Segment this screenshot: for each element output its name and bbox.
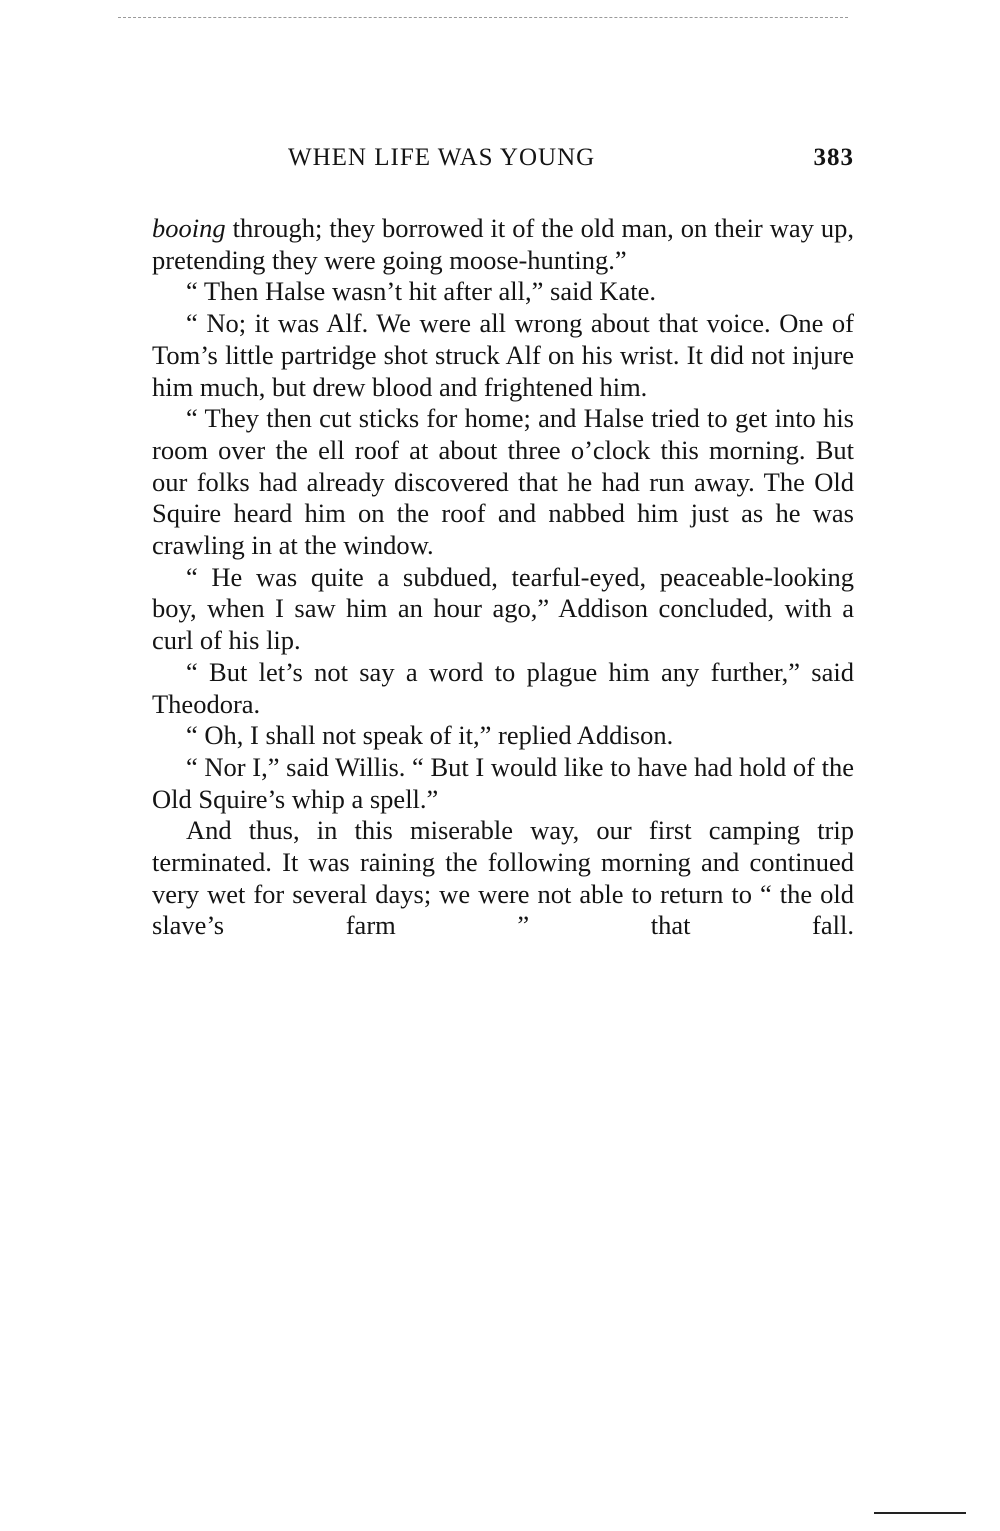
paragraph-6: “ But let’s not say a word to plague him any further,” said Theodora. — [152, 656, 854, 719]
page-number: 383 — [813, 144, 854, 171]
paragraph-1 — [152, 213, 854, 276]
paragraph-8: “ Nor I,” said Willis. “ But I would like to have had hold of the Old Squire’s whip a spell.” — [152, 751, 854, 814]
running-head: WHEN LIFE WAS YOUNG — [288, 144, 596, 171]
paragraph-9: And thus, in this miserable way, our first camping trip terminated. It was raining the following morning and continued very wet for several days; we were not able to return to “ the old slave’s farm ” that fall. — [152, 815, 854, 941]
italic-word: booing — [152, 213, 226, 243]
paragraph-1-text: through; they borrowed it of the old man, on their way up, pretending they were going moose-hunting.” — [152, 213, 854, 275]
paragraph-5: “ He was quite a subdued, tearful-eyed, peaceable-looking boy, when I saw him an hour ago,” Addison concluded, with a curl of his lip. — [152, 561, 854, 656]
paragraph-4: “ They then cut sticks for home; and Halse tried to get into his room over the ell roof at about three o’clock this morning. But our folks had already discovered that he had run away. The Old Squire heard him on the roof and nabbed him just as he was crawling in at the window. — [152, 403, 854, 561]
paragraph-2: “ Then Halse wasn’t hit after all,” said Kate. — [186, 276, 656, 307]
paragraph-7: “ Oh, I shall not speak of it,” replied Addison. — [186, 720, 674, 751]
corner-rule — [874, 1512, 966, 1514]
page-header — [288, 144, 854, 180]
body-text — [152, 213, 854, 942]
scan-edge-line — [118, 17, 848, 18]
paragraph-3: “ No; it was Alf. We were all wrong about that voice. One of Tom’s little partridge shot struck Alf on his wrist. It did not injure him much, but drew blood and frightened him. — [152, 308, 854, 402]
